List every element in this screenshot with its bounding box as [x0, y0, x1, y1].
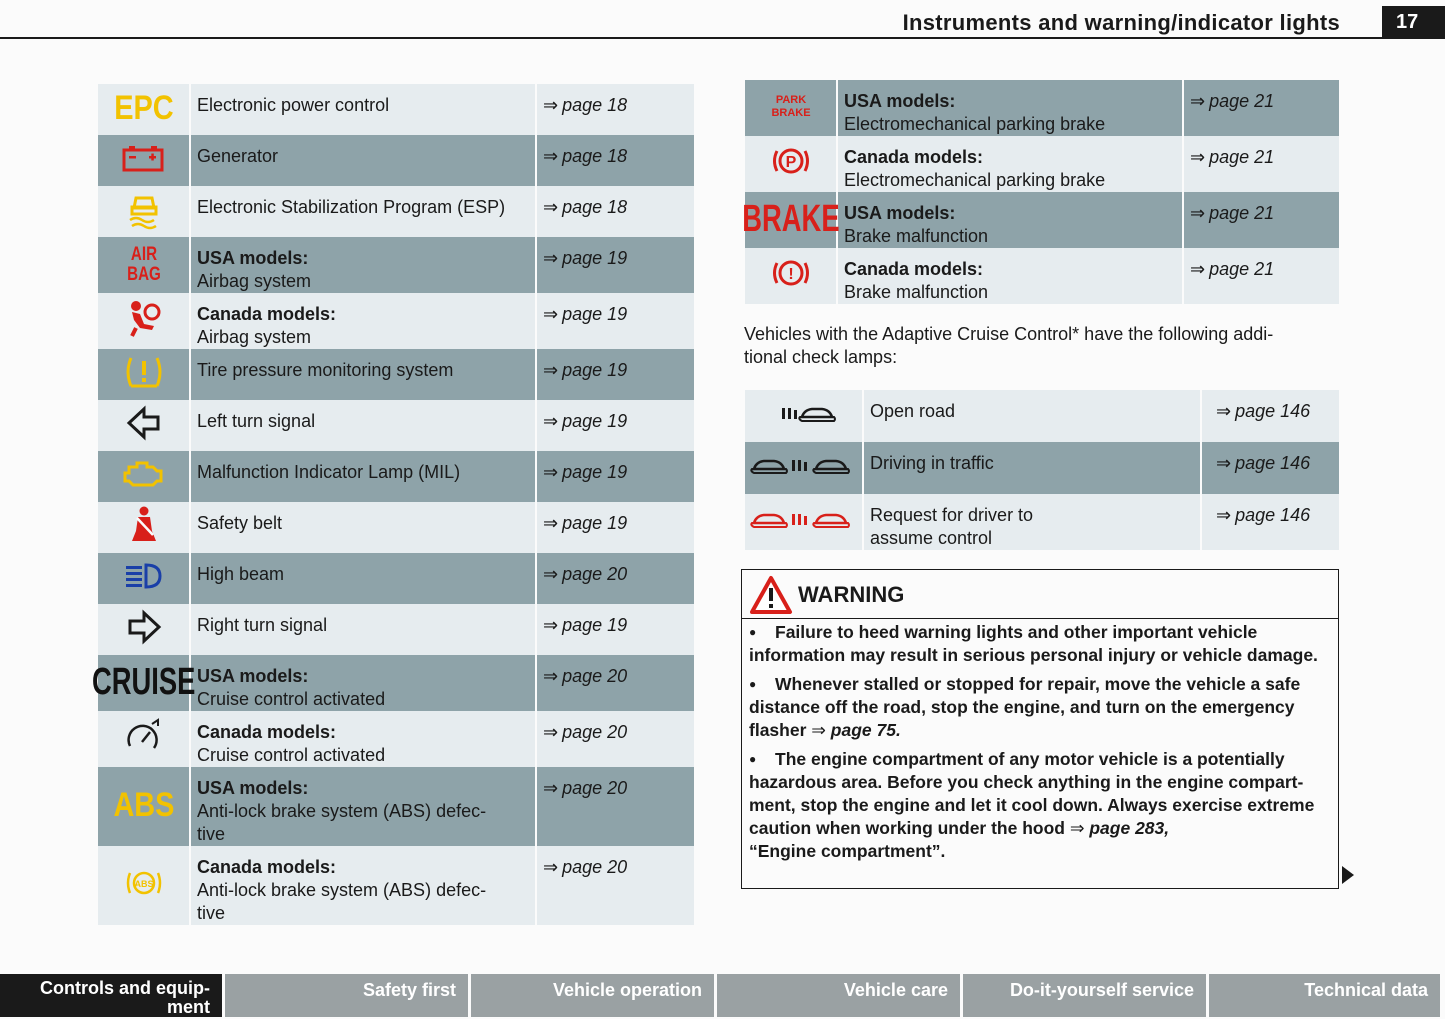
lamp-description	[837, 136, 1183, 192]
lamp-description	[190, 451, 536, 502]
high-beam-icon	[98, 553, 190, 604]
warning-title: WARNING	[798, 582, 905, 607]
lamp-description	[190, 767, 536, 846]
page-reference: page 20	[562, 564, 628, 584]
page-reference-link[interactable]	[536, 655, 694, 711]
acc-intro-text	[744, 323, 1344, 369]
page-reference-link[interactable]	[536, 711, 694, 767]
warning-text: Failure to heed warning lights and other important vehicle information may result in serious personal injury or vehicle damage.	[749, 622, 1318, 665]
page-reference-link[interactable]	[536, 502, 694, 553]
page-reference: page 20	[562, 857, 628, 877]
page-reference-link[interactable]	[536, 349, 694, 400]
lamp-row	[745, 442, 1339, 494]
reference-arrow-icon: ⇒	[1190, 147, 1206, 167]
warning-bullet	[749, 621, 1330, 667]
page-reference-link[interactable]: page 283,	[1089, 818, 1170, 838]
lamp-label: Electromechanical parking brake	[844, 170, 1106, 190]
lamp-description	[190, 237, 536, 293]
lamp-label: Right turn signal	[197, 615, 328, 635]
lamp-label: Driving in traffic	[870, 453, 994, 473]
page-reference-link[interactable]	[536, 604, 694, 655]
lamp-row	[98, 186, 694, 237]
warning-lamps-table-left	[91, 84, 694, 925]
page-header	[0, 0, 1445, 40]
lamp-row	[98, 84, 694, 135]
lamp-description	[190, 604, 536, 655]
page-reference-link[interactable]	[1201, 390, 1339, 442]
page-reference-link[interactable]	[1183, 248, 1339, 304]
lamp-row	[98, 767, 694, 846]
lamp-row	[98, 237, 694, 293]
reference-arrow-icon: ⇒	[543, 513, 559, 533]
brake-circle-icon	[745, 248, 837, 304]
page-reference-link[interactable]	[536, 553, 694, 604]
reference-arrow-icon: ⇒	[1216, 453, 1232, 473]
lamp-row	[98, 135, 694, 186]
footer-tab-label: Technical data	[1304, 980, 1428, 1000]
model-heading: Canada models:	[844, 147, 984, 167]
svg-text:ABS: ABS	[112, 784, 174, 824]
page-reference-link[interactable]	[536, 84, 694, 135]
page-reference: page 19	[562, 462, 628, 482]
svg-text:BAG: BAG	[126, 262, 161, 285]
svg-text:!: !	[787, 266, 794, 283]
lamp-row	[745, 192, 1339, 248]
page-reference-link[interactable]	[1201, 494, 1339, 550]
page-number: 17	[1382, 6, 1445, 38]
acc-lamps-table	[745, 390, 1339, 550]
reference-arrow-icon: ⇒	[543, 360, 559, 380]
reference-arrow-icon: ⇒	[543, 778, 559, 798]
lamp-label: Anti-lock brake system (ABS) defec-	[197, 801, 487, 821]
header-rule	[0, 37, 1445, 39]
open-road-icon	[745, 390, 863, 442]
lamp-row	[98, 400, 694, 451]
page-reference: page 146	[1235, 401, 1311, 421]
reference-arrow-icon: ⇒	[543, 666, 559, 686]
page-reference-link[interactable]	[536, 186, 694, 237]
driver-takeover-icon	[745, 494, 863, 550]
right-turn-arrow-icon	[98, 604, 190, 655]
warning-text: “Engine compartment”.	[749, 841, 946, 861]
continue-arrow-icon	[1342, 866, 1354, 884]
page-reference: page 18	[562, 146, 628, 166]
lamp-row	[745, 80, 1339, 136]
lamp-description	[190, 293, 536, 349]
lamp-description	[863, 494, 1201, 550]
bullet-icon: ●	[749, 752, 757, 766]
footer-tab[interactable]	[1209, 974, 1440, 1017]
reference-arrow-icon: ⇒	[1190, 259, 1206, 279]
model-heading: USA models:	[197, 666, 309, 686]
footer-tab[interactable]	[225, 974, 468, 1017]
warning-text: The engine compartment of any motor vehicle is a potentially hazardous area. Before you check anything in the engine compart-ment, stop the engine and let it cool down. Always exercise extreme caution when working under the hood	[749, 749, 1315, 838]
page-reference-link[interactable]	[1183, 192, 1339, 248]
page-reference: page 21	[1209, 203, 1275, 223]
footer-tab-label: Do-it-yourself service	[1009, 980, 1194, 1000]
footer-tab[interactable]	[963, 974, 1206, 1017]
warning-box	[741, 569, 1339, 889]
page-reference-link[interactable]	[536, 135, 694, 186]
page-reference: page 18	[562, 95, 628, 115]
tire-pressure-icon	[98, 349, 190, 400]
lamp-description	[837, 192, 1183, 248]
model-heading: Canada models:	[197, 857, 337, 877]
reference-arrow-icon: ⇒	[543, 857, 559, 877]
footer-tab[interactable]	[717, 974, 960, 1017]
lamp-label: Brake malfunction	[844, 226, 989, 246]
bullet-icon: ●	[749, 677, 757, 691]
epc-text-icon	[98, 84, 190, 135]
reference-arrow-icon: ⇒	[1216, 401, 1232, 421]
lamp-row	[98, 711, 694, 767]
page-reference: page 19	[562, 513, 628, 533]
svg-text:BRAKE: BRAKE	[741, 197, 840, 241]
lamp-row	[745, 248, 1339, 304]
warning-bullet	[749, 673, 1330, 742]
acc-intro-line: Vehicles with the Adaptive Cruise Control* have the following addi-	[744, 324, 1274, 344]
lamp-description	[190, 502, 536, 553]
reference-arrow-icon: ⇒	[1064, 818, 1090, 838]
lamp-label: Malfunction Indicator Lamp (MIL)	[197, 462, 461, 482]
reference-arrow-icon: ⇒	[543, 411, 559, 431]
airbag-text-icon	[98, 237, 190, 293]
lamp-row	[98, 655, 694, 711]
brake-text-icon	[741, 192, 840, 248]
lamp-label: Anti-lock brake system (ABS) defec-	[197, 880, 487, 900]
airbag-person-icon	[98, 293, 190, 349]
page-reference-link[interactable]	[536, 293, 694, 349]
lamp-row	[98, 293, 694, 349]
page-reference: page 19	[562, 615, 628, 635]
lamp-row	[745, 494, 1339, 550]
warning-triangle-icon	[750, 576, 792, 614]
lamp-description	[190, 84, 536, 135]
abs-text-icon	[98, 767, 190, 846]
reference-arrow-icon: ⇒	[1190, 203, 1206, 223]
lamp-label: Airbag system	[197, 327, 312, 347]
reference-arrow-icon: ⇒	[543, 248, 559, 268]
footer-tab-label: Vehicle care	[843, 980, 948, 1000]
warning-text: Whenever stalled or stopped for repair, move the vehicle a safe distance off the road, stop the engine, and turn on the emergency flasher	[749, 674, 1301, 740]
lamp-row	[98, 604, 694, 655]
footer-tab[interactable]	[471, 974, 714, 1017]
lamp-row	[98, 502, 694, 553]
page-reference: page 19	[562, 304, 628, 324]
reference-arrow-icon: ⇒	[1190, 91, 1206, 111]
model-heading: USA models:	[197, 248, 309, 268]
park-brake-circle-icon	[745, 136, 837, 192]
page-reference: page 20	[562, 778, 628, 798]
lamp-row	[745, 390, 1339, 442]
lamp-description	[837, 248, 1183, 304]
page-reference: page 19	[562, 248, 628, 268]
lamp-description	[863, 442, 1201, 494]
lamp-label: Cruise control activated	[197, 689, 386, 709]
lamp-label: Airbag system	[197, 271, 312, 291]
lamp-label: Generator	[197, 146, 279, 166]
lamp-label: Electromechanical parking brake	[844, 114, 1106, 134]
page-reference: page 20	[562, 722, 628, 742]
svg-text:AIR: AIR	[130, 242, 157, 265]
engine-icon	[98, 451, 190, 502]
svg-text:PARK: PARK	[775, 94, 806, 106]
reference-arrow-icon: ⇒	[806, 720, 831, 740]
bullet-icon: ●	[749, 625, 757, 639]
acc-intro-line: tional check lamps:	[744, 347, 898, 367]
footer-tab-label: ment	[166, 997, 210, 1017]
footer-tab[interactable]	[0, 974, 222, 1017]
lamp-label: Left turn signal	[197, 411, 316, 431]
cruise-text-icon	[91, 655, 195, 711]
page-reference: page 20	[562, 666, 628, 686]
lamp-label: High beam	[197, 564, 285, 584]
lamp-row	[98, 451, 694, 502]
lamp-description	[190, 655, 536, 711]
page-title: Instruments and warning/indicator lights	[902, 10, 1340, 35]
warning-bullet	[749, 748, 1330, 863]
page-reference: page 146	[1235, 453, 1311, 473]
lamp-description	[190, 349, 536, 400]
lamp-description	[837, 80, 1183, 136]
page-reference: page 21	[1209, 259, 1275, 279]
lamp-description	[190, 400, 536, 451]
lamp-row	[745, 136, 1339, 192]
svg-text:BRAKE: BRAKE	[770, 107, 811, 119]
seat-belt-icon	[98, 502, 190, 553]
page-reference-link[interactable]	[1201, 442, 1339, 494]
model-heading: Canada models:	[197, 722, 337, 742]
lamp-label: Safety belt	[197, 513, 283, 533]
reference-arrow-icon: ⇒	[543, 564, 559, 584]
lamp-description	[190, 846, 536, 925]
lamp-label: Brake malfunction	[844, 282, 989, 302]
reference-arrow-icon: ⇒	[1216, 505, 1232, 525]
model-heading: USA models:	[844, 203, 956, 223]
reference-arrow-icon: ⇒	[543, 615, 559, 635]
park-brake-text-icon	[745, 80, 837, 136]
warning-header	[742, 570, 1338, 619]
lamp-label: Cruise control activated	[197, 745, 386, 765]
lamp-description	[190, 186, 536, 237]
lamp-label: tive	[197, 824, 226, 844]
lamp-description	[190, 711, 536, 767]
page-reference-link[interactable]	[1183, 136, 1339, 192]
speedometer-icon	[98, 711, 190, 767]
footer-tab-label: Vehicle operation	[552, 980, 702, 1000]
svg-text:ABS: ABS	[133, 878, 154, 889]
reference-arrow-icon: ⇒	[543, 462, 559, 482]
model-heading: Canada models:	[844, 259, 984, 279]
lamp-description	[863, 390, 1201, 442]
esp-skid-icon	[98, 186, 190, 237]
reference-arrow-icon: ⇒	[543, 722, 559, 742]
battery-icon	[98, 135, 190, 186]
page-reference: page 19	[562, 360, 628, 380]
page-reference-link[interactable]	[536, 767, 694, 846]
lamp-label: Request for driver to	[870, 505, 1034, 525]
footer-nav	[0, 974, 1445, 1019]
page-reference: page 19	[562, 411, 628, 431]
footer-tab-label: Safety first	[362, 980, 456, 1000]
warning-lamps-table-right	[741, 80, 1339, 304]
abs-circle-icon	[98, 846, 190, 925]
page-reference-link[interactable]	[536, 237, 694, 293]
driving-in-traffic-icon	[745, 442, 863, 494]
page-reference-link[interactable]	[536, 846, 694, 925]
model-heading: Canada models:	[197, 304, 337, 324]
model-heading: USA models:	[197, 778, 309, 798]
svg-text:CRUISE: CRUISE	[91, 660, 195, 704]
page-reference: page 21	[1209, 91, 1275, 111]
reference-arrow-icon: ⇒	[543, 95, 559, 115]
lamp-row	[98, 553, 694, 604]
lamp-label: assume control	[870, 528, 993, 548]
reference-arrow-icon: ⇒	[543, 197, 559, 217]
reference-arrow-icon: ⇒	[543, 146, 559, 166]
lamp-label: tive	[197, 903, 226, 923]
lamp-row	[98, 349, 694, 400]
page-reference-link[interactable]: page 75.	[830, 720, 901, 740]
model-heading: USA models:	[844, 91, 956, 111]
reference-arrow-icon: ⇒	[543, 304, 559, 324]
page-reference: page 21	[1209, 147, 1275, 167]
lamp-label: Tire pressure monitoring system	[197, 360, 454, 380]
lamp-description	[190, 553, 536, 604]
footer-tab-label: Controls and equip-	[40, 978, 210, 998]
lamp-label: Electronic Stabilization Program (ESP)	[197, 197, 506, 217]
warning-body	[742, 619, 1338, 863]
page-reference-link[interactable]	[536, 400, 694, 451]
svg-text:EPC: EPC	[113, 87, 174, 127]
page-reference-link[interactable]	[536, 451, 694, 502]
page-reference: page 146	[1235, 505, 1311, 525]
lamp-label: Electronic power control	[197, 95, 390, 115]
left-turn-arrow-icon	[98, 400, 190, 451]
page-reference-link[interactable]	[1183, 80, 1339, 136]
lamp-row	[98, 846, 694, 925]
page-reference: page 18	[562, 197, 628, 217]
svg-text:P: P	[785, 154, 796, 171]
lamp-label: Open road	[870, 401, 956, 421]
lamp-description	[190, 135, 536, 186]
